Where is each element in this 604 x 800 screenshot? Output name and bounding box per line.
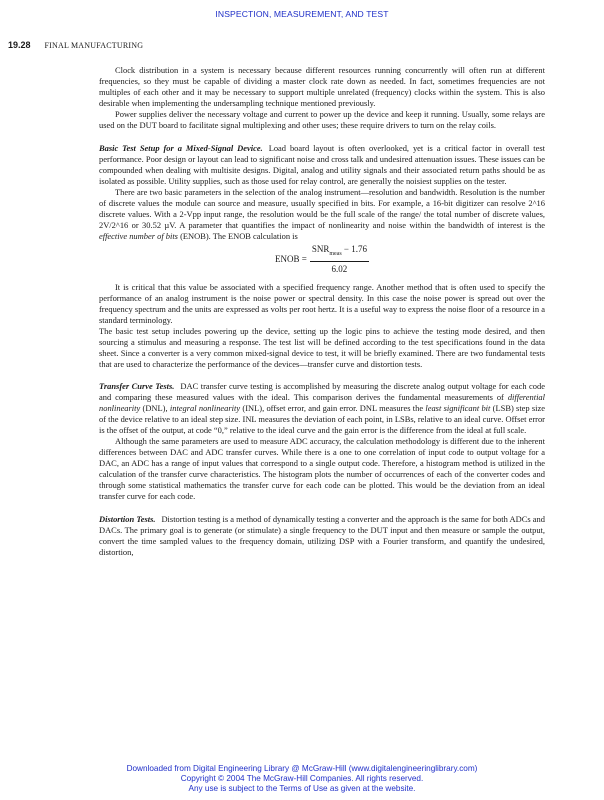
numerator-subscript: meas	[329, 250, 342, 257]
text-run: DAC transfer curve testing is accomplished by measuring the discrete analog output voltage for each code and comparing these measured values with the ideal. This comparison derives the fundamental measurements of	[99, 381, 545, 402]
copyright-footer	[0, 764, 604, 794]
numerator-tail: − 1.76	[341, 244, 367, 255]
term-lsb: least significant bit	[425, 403, 491, 413]
paragraph-test-setup: The basic test setup includes powering up the device, setting up the logic pins to achieve the testing mode desired, and then sourcing a stimulus and measuring a response. The test list will be defined according to the test specifications found in the data sheet. Since a converter is a very common mixed-signal device to test, it will be briefly examined. There are two fundamental tests that are used to characterize the performance of the devices—transfer curve and distortion tests.	[99, 325, 545, 369]
footer-copyright-line: Copyright © 2004 The McGraw-Hill Companies. All rights reserved.	[180, 774, 424, 783]
chapter-title: FINAL MANUFACTURING	[44, 41, 144, 50]
paragraph-resolution-bandwidth	[99, 187, 545, 242]
heading-basic-test-setup: Basic Test Setup for a Mixed-Signal Device.	[99, 142, 263, 153]
term-enob: effective number of bits	[99, 230, 178, 241]
heading-distortion-tests: Distortion Tests.	[99, 513, 156, 524]
equation-lhs: ENOB =	[275, 254, 307, 264]
paragraph-power-supplies: Power supplies deliver the necessary voltage and current to power up the device and keep it running. Usually, some relays are used on the DUT board to facilitate signal multiplexing and other uses; these require drivers to turn on the relay coils.	[99, 109, 545, 130]
text-run: (INL), offset error, and gain error. DNL measures the	[240, 403, 426, 413]
text-run: There are two basic parameters in the selection of the analog instrument—resolution and bandwidth. Resolution is the number of discrete values the module can source and measure, usually specified in bits. For example, a 16-bit digitizer can resolve 2^16 discrete values. With a 2-Vpp input range, the resolution would be the full scale of the range/ the total number of discrete values, 2V/2^16 or 30.52 µV. A parameter that quantifies the impact of nonlinearity and noise within the bandwidth of interest is the	[99, 186, 545, 230]
paragraph-transfer-curve	[99, 381, 545, 436]
text-run: (ENOB). The ENOB calculation is	[177, 230, 298, 241]
page-number: 19.28	[8, 40, 31, 50]
section-banner: INSPECTION, MEASUREMENT, AND TEST	[215, 9, 389, 19]
enob-equation	[99, 244, 545, 276]
text-run: (DNL),	[140, 403, 170, 413]
body-text	[99, 65, 545, 558]
paragraph-adc-accuracy: Although the same parameters are used to measure ADC accuracy, the calculation methodology is different due to the inherent differences between DAC and ADC transfer curves. While there is a one to one correlation of input code to output voltage for a DAC, an ADC has a range of input values that correspond to a single output code. Therefore, a histogram method is utilized in the calculation of the transfer curve characteristics. The histogram plots the number of occurrences of each of the converter codes and through some statistical mathematics the transfer curve for each code can be plotted. This would be the deviation from an ideal transfer curve for each code.	[99, 436, 545, 501]
running-head	[8, 40, 143, 50]
footer-terms-line: Any use is subject to the Terms of Use as given at the website.	[188, 784, 416, 793]
paragraph-clock-distribution: Clock distribution in a system is necessary because different resources running concurrently will often run at different frequencies, so they must be capable of dividing a master clock rate down as needed. In fact, sometimes frequencies are not multiples of each other and it may be necessary to support multiple unrelated (frequency) clocks within the system. This is also desirable when implementing the undersampling technique mentioned previously.	[99, 65, 545, 108]
paragraph-frequency-range: It is critical that this value be associated with a specified frequency range. Another method that is often used to specify the performance of an analog instrument is the noise power or spectral density. In this case the noise power is spread out over the frequency spectrum and the units are expressed as volts per root hertz. It is a useful way to express the noise floor of a resource in a standard terminology.	[99, 281, 545, 325]
numerator-snr: SNR	[311, 244, 330, 255]
equation-numerator	[310, 244, 369, 262]
term-inl: integral nonlinearity	[169, 403, 241, 413]
text-run: (LSB) step size of the device relative to an ideal step size. INL measures the deviation of each point, in LSBs, relative to an ideal curve. Offset error is the offset of the output, at code “0,” relative to the ideal curve and the gain error is the difference from the ideal at full scale.	[99, 403, 546, 435]
paragraph-basic-test-setup	[99, 143, 545, 187]
footer-download-line: Downloaded from Digital Engineering Library @ McGraw-Hill (www.digitalengineeringlibrary.com)	[126, 764, 478, 773]
equation-denominator: 6.02	[331, 263, 348, 274]
equation-fraction	[310, 244, 369, 275]
paragraph-text: Distortion testing is a method of dynamically testing a converter and the approach is the same for both ADCs and DACs. The primary goal is to generate (or stimulate) a single frequency to the DUT input and then measure or sample the output, convert the time sampled values to the frequency domain, utilizing DSP with a Fourier transform, and quantify the undesired, distortion,	[99, 513, 545, 557]
heading-transfer-curve: Transfer Curve Tests.	[99, 381, 175, 391]
paragraph-text: Load board layout is often overlooked, yet is a critical factor in overall test performance. Poor design or layout can lead to significant noise and cross talk and undesired attenuation issues. These issues can be compounded when dealing with multisite designs. Digital, analog and utility signals and their associated return paths should be as isolated as possible. Utility supplies, such as those used for relay control, are generally the noisiest supplies on the tester.	[99, 142, 545, 186]
paragraph-distortion-tests	[99, 514, 545, 558]
term-dnl: differential nonlinearity	[99, 392, 545, 413]
